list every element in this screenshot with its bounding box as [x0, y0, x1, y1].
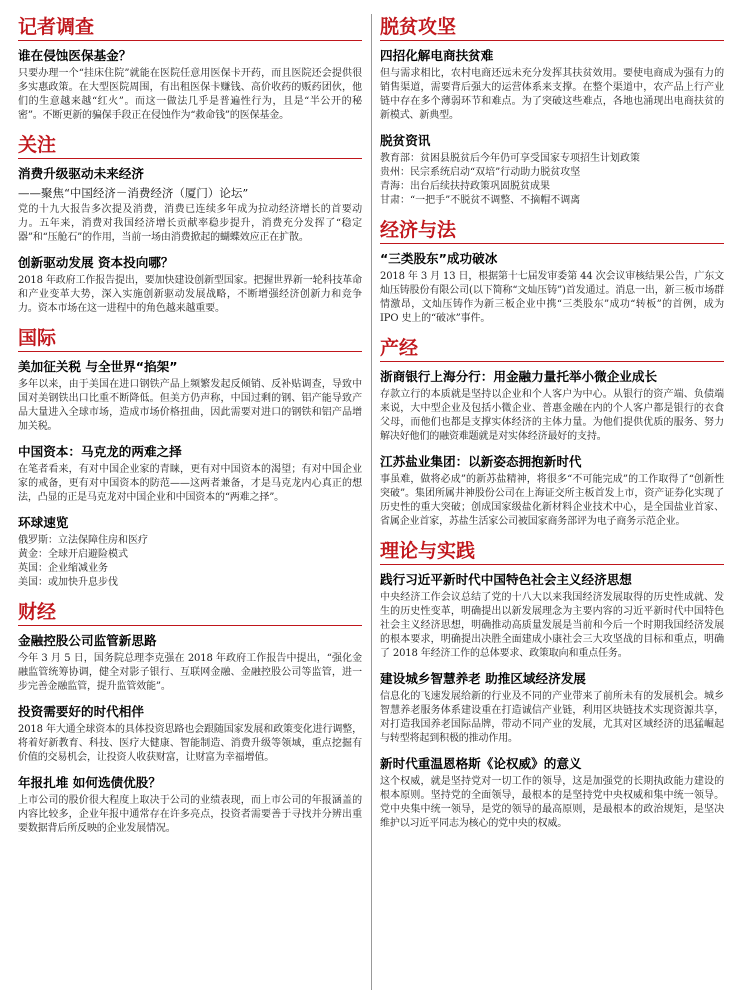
section-heading: 国际: [18, 327, 57, 349]
section-poverty: [380, 14, 724, 208]
section-rule: [380, 40, 724, 41]
article-title: 谁在侵蚀医保基金？: [18, 48, 132, 63]
article: [18, 254, 362, 316]
section-heading: 记者调查: [18, 16, 95, 38]
section-rule: [18, 351, 362, 352]
article: [18, 703, 362, 765]
article: [380, 47, 724, 123]
article-body: 在笔者看来，有对中国企业家的青睐，更有对中国资本的渴望；有对中国企业家的戒备，更有对中国资本的防范——这两者兼备，才是马克龙内心真正的想法，凸显的正是马克龙对中国企业和中国资本的“两难之择”。: [18, 464, 362, 503]
article-body: 2018 年大通全球资本的具体投资思路也会跟随国家发展和政策变化进行调整，将着好新教育、科技、医疗大健康、智能制造、消费升级等领域，重点挖掘有价值的交易机会，让投资人收获财富，让财富为幸福增值。: [18, 724, 362, 763]
article-title: 脱贫资讯: [380, 133, 431, 148]
article-body: 只要办理一个“挂床住院”就能在医院任意用医保卡开药，而且医院还会提供很多实惠政策。在大型医院周围，有出租医保卡赚钱、高价收药的贩药团伙，他们的生意越来越“红火”。而这一做法几乎是普遍性行为，且是“半公开的秘密”。不断更新的骗保手段正在侵蚀作为“救命钱”的医保基金。: [18, 68, 362, 121]
section-rule: [380, 564, 724, 565]
article-title: 美加征关税 与全世界“掐架”: [18, 359, 178, 374]
section-finance: [18, 599, 362, 836]
brief-item: 甘肃：“一把手”不脱贫不调整、不摘帽不调离: [380, 195, 581, 206]
article-title: 消费升级驱动未来经济: [18, 166, 144, 181]
article-title: 四招化解电商扶贫难: [380, 48, 494, 63]
section-rule: [380, 243, 724, 244]
article-briefs: [380, 132, 724, 208]
article-body: 多年以来，由于美国在进口钢铁产品上频繁发起反倾销、反补贴调查，导致中国对美钢铁出口比重不断降低。但美方仍声称，中国过剩的钢、铝产能导致产品大量进入全球市场，造成市场价格扭曲，因此需要对进口的钢铁和铝产品增加关税。: [18, 379, 362, 432]
article-body: 事虽难，做将必成”的新苏盐精神，将很多“不可能完成”的工作取得了“创新性突破”。集团所属井神股份公司在上海证交所主板首发上市，资产证券化实现了历史性的重大突破；创成国家级盐化新材料企业技术中心，是全国盐业首家、省属企业首家，苏盐生活家公司被国家商务部评为电子商务示范企业。: [380, 474, 724, 527]
brief-item: 黄金：全球开启避险模式: [18, 549, 128, 560]
article: [18, 632, 362, 694]
section-international: [18, 325, 362, 590]
section-heading: 脱贫攻坚: [380, 16, 457, 38]
article: [380, 453, 724, 529]
article-title: 浙商银行上海分行：用金融力量托举小微企业成长: [380, 369, 658, 384]
section-economy-law: [380, 217, 724, 326]
article: [18, 47, 362, 123]
article-title: 金融控股公司监管新思路: [18, 633, 157, 648]
article: [18, 774, 362, 836]
article: [18, 165, 362, 245]
section-rule: [18, 40, 362, 41]
section-rule: [18, 625, 362, 626]
column-divider: [371, 14, 372, 990]
article-body: 存款立行的本质就是坚持以企业和个人客户为中心。从银行的资产端、负债端来说，大中型企业及包括小微企业、普惠金融在内的个人客户都是银行的衣食父母，而他们也都是支撑实体经济的主体力量。为他们提供优质的服务、努力解决好他们的融资难题就是对实体经济最好的支持。: [380, 389, 724, 442]
brief-item: 俄罗斯：立法保障住房和医疗: [18, 535, 148, 546]
right-column: [380, 14, 724, 840]
article-body: 中央经济工作会议总结了党的十八大以来我国经济发展取得的历史性成就、发生的历史性变革，明确提出以新发展理念为主要内容的习近平新时代中国特色社会主义经济思想，明确推动高质量发展是当前和今后一个时期我国经济发展的根本要求，明确提出决胜全面建成小康社会三大攻坚战的目标和重点，明确了 2018 年经济工作的总体要求、政策取向和重点任务。: [380, 592, 724, 659]
article-body: 党的十九大报告多次提及消费，消费已连续多年成为拉动经济增长的首要动力。五年来，消费对我国经济增长贡献率稳步提升，消费充分发挥了“稳定器”和“压舱石”的作用，当前一场由消费掀起的蝴蝶效应正在扩散。: [18, 204, 362, 243]
article-body: 2018 年政府工作报告提出，要加快建设创新型国家。把握世界新一轮科技革命和产业变革大势，深入实施创新驱动发展战略，不断增强经济创新力和竞争力。资本市场在这一进程中的角色越来越重要。: [18, 275, 362, 314]
article: [18, 443, 362, 505]
article-subtitle: ——聚焦“中国经济－消费经济（厦门）论坛”: [18, 186, 249, 200]
brief-item: 英国：企业缩减业务: [18, 563, 108, 574]
article-title: 新时代重温恩格斯《论权威》的意义: [380, 756, 582, 771]
article-title: 建设城乡智慧养老 助推区域经济发展: [380, 671, 586, 686]
section-heading: 关注: [18, 134, 57, 156]
article-title: 践行习近平新时代中国特色社会主义经济思想: [380, 572, 632, 587]
article-title: “三类股东”成功破冰: [380, 251, 498, 266]
section-theory-practice: [380, 538, 724, 831]
article: [380, 670, 724, 746]
brief-item: 教育部：贫困县脱贫后今年仍可享受国家专项招生计划政策: [380, 153, 640, 164]
brief-item: 青海：出台后续扶持政策巩固脱贫成果: [380, 181, 550, 192]
article: [18, 358, 362, 434]
section-rule: [18, 158, 362, 159]
article-body: 今年 3 月 5 日，国务院总理李克强在 2018 年政府工作报告中提出，“强化金融监管统筹协调，健全对影子银行、互联网金融、金融控股公司等监管，进一步完善金融监管，提升监管效能”。: [18, 653, 362, 692]
article-title: 创新驱动发展 资本投向哪？: [18, 255, 174, 270]
section-industry: [380, 335, 724, 529]
article: [380, 250, 724, 326]
article: [380, 755, 724, 831]
article-body: 上市公司的股价很大程度上取决于公司的业绩表现，而上市公司的年报涵盖的内容比较多，企业年报中通常存在许多亮点，投资者需要善于寻找并分辨出重要数据背后所反映的企业发展情况。: [18, 795, 362, 834]
article-body: 但与需求相比，农村电商还远未充分发挥其扶贫效用。要使电商成为强有力的销售渠道，需要背后强大的运营体系来支撑。在整个渠道中，农产品上行产业链中存在多个薄弱环节和难点。为了突破这些难点，各地也涌现出电商扶贫的新模式、新典型。: [380, 68, 724, 121]
left-column: [18, 14, 362, 845]
article-title: 环球速览: [18, 515, 69, 530]
article: [380, 368, 724, 444]
article-body: 信息化的飞速发展给新的行业及不同的产业带来了前所未有的发展机会。城乡智慧养老服务体系建设重在打造诚信产业链，利用区块链技术实现资源共享，对打造我国养老国际品牌，带动不同产业的发展，尤其对区域经济的迅猛崛起与转型将起到积极的推动作用。: [380, 691, 724, 744]
article-title: 江苏盐业集团：以新姿态拥抱新时代: [380, 454, 582, 469]
section-heading: 财经: [18, 601, 57, 623]
brief-item: 美国：或加快升息步伐: [18, 577, 118, 588]
article-briefs: [18, 514, 362, 590]
article-body: 这个权威，就是坚持党对一切工作的领导，这是加强党的长期执政能力建设的根本原则。坚持党的全面领导，最根本的是坚持党中央权威和集中统一领导。党中央集中统一领导，是党的领导的最高原则，是最根本的政治规矩，是坚决维护以习近平同志为核心的党中央的权威。: [380, 776, 724, 829]
brief-item: 贵州：民宗系统启动“双培”行动助力脱贫攻坚: [380, 167, 581, 178]
section-rule: [380, 361, 724, 362]
article-title: 中国资本：马克龙的两难之择: [18, 444, 182, 459]
section-heading: 理论与实践: [380, 540, 476, 562]
article-body: 2018 年 3 月 13 日，根据第十七届发审委第 44 次会议审核结果公告，广东文灿压铸股份有限公司(以下简称“文灿压铸”)首发通过。消息一出，新三板市场群情激昂，文灿压铸作为新三板企业中携“三类股东”成功“转板”的首例，成为 IPO 史上的“破冰”事件。: [380, 271, 724, 324]
article: [380, 571, 724, 661]
section-heading: 产经: [380, 337, 419, 359]
article-title: 年报扎堆 如何选债优股？: [18, 775, 161, 790]
section-focus: [18, 132, 362, 316]
section-heading: 经济与法: [380, 219, 457, 241]
article-title: 投资需要好的时代相伴: [18, 704, 144, 719]
section-investigation: [18, 14, 362, 123]
